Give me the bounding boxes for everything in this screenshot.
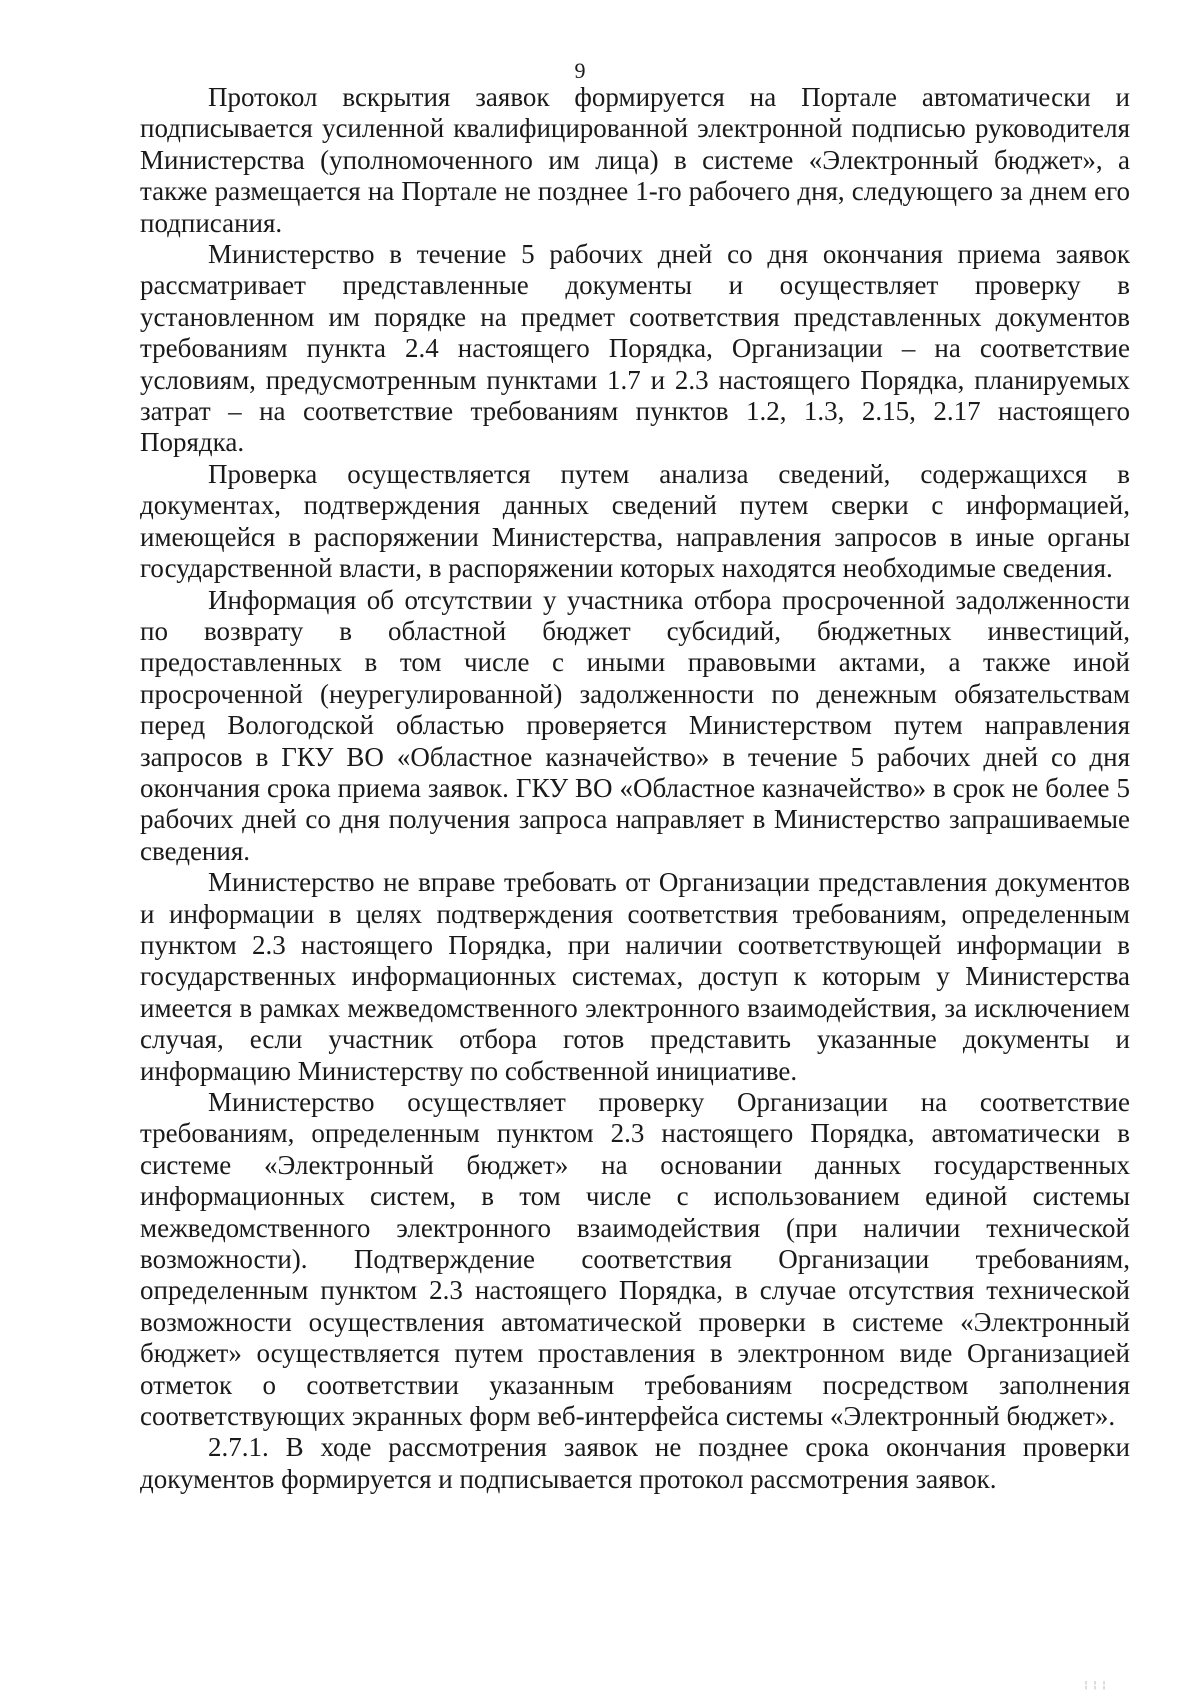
scan-edge-marks: ¦¦¦	[1082, 1680, 1110, 1691]
paragraph-review-protocol: 2.7.1. В ходе рассмотрения заявок не позднее срока окончания проверки документов формируется и подписывается протокол рассмотрения заявок.	[140, 1432, 1130, 1494]
paragraph-debt-information: Информация об отсутствии у участника отбора просроченной задолженности по возврату в областной бюджет субсидий, бюджетных инвестиций, предоставленных в том числе с иными правовыми актами, а также иной просроченной (неурегулированной) задолженности по денежным обязательствам перед Вологодской областью проверяется Министерством путем направления запросов в ГКУ ВО «Областное казначейство» в течение 5 рабочих дней со дня окончания срока приема заявок. ГКУ ВО «Областное казначейство» в срок не более 5 рабочих дней со дня получения запроса направляет в Министерство запрашиваемые сведения.	[140, 584, 1130, 866]
paragraph-document-requests: Министерство не вправе требовать от Организации представления документов и информации в целях подтверждения соответствия требованиям, определенным пунктом 2.3 настоящего Порядка, при наличии соответствующей информации в государственных информационных системах, доступ к которым у Министерства имеется в рамках межведомственного электронного взаимодействия, за исключением случая, если участник отбора готов представить указанные документы и информацию Министерству по собственной инициативе.	[140, 867, 1130, 1086]
paragraph-automatic-check: Министерство осуществляет проверку Организации на соответствие требованиям, определенным пунктом 2.3 настоящего Порядка, автоматически в системе «Электронный бюджет» на основании данных государственных информационных систем, в том числе с использованием единой системы межведомственного электронного взаимодействия (при наличии технической возможности). Подтверждение соответствия Организации требованиям, определенным пунктом 2.3 настоящего Порядка, в случае отсутствия технической возможности осуществления автоматической проверки в системе «Электронный бюджет» осуществляется путем проставления в электронном виде Организацией отметок о соответствии указанным требованиям посредством заполнения соответствующих экранных форм веб-интерфейса системы «Электронный бюджет».	[140, 1087, 1130, 1432]
paragraph-document-review: Министерство в течение 5 рабочих дней со дня окончания приема заявок рассматривает представленные документы и осуществляет проверку в установленном им порядке на предмет соответствия представленных документов требованиям пункта 2.4 настоящего Порядка, Организации – на соответствие условиям, предусмотренным пунктами 1.7 и 2.3 настоящего Порядка, планируемых затрат – на соответствие требованиям пунктов 1.2, 1.3, 2.15, 2.17 настоящего Порядка.	[140, 239, 1130, 458]
page-number: 9	[574, 58, 586, 83]
paragraph-verification-method: Проверка осуществляется путем анализа сведений, содержащихся в документах, подтверждения данных сведений путем сверки с информацией, имеющейся в распоряжении Министерства, направления запросов в иные органы государственной власти, в распоряжении которых находятся необходимые сведения.	[140, 458, 1130, 584]
document-body	[140, 82, 1130, 1495]
paragraph-opening-protocol: Протокол вскрытия заявок формируется на Портале автоматически и подписывается усиленной квалифицированной электронной подписью руководителя Министерства (уполномоченного им лица) в системе «Электронный бюджет», а также размещается на Портале не позднее 1-го рабочего дня, следующего за днем его подписания.	[140, 82, 1130, 238]
